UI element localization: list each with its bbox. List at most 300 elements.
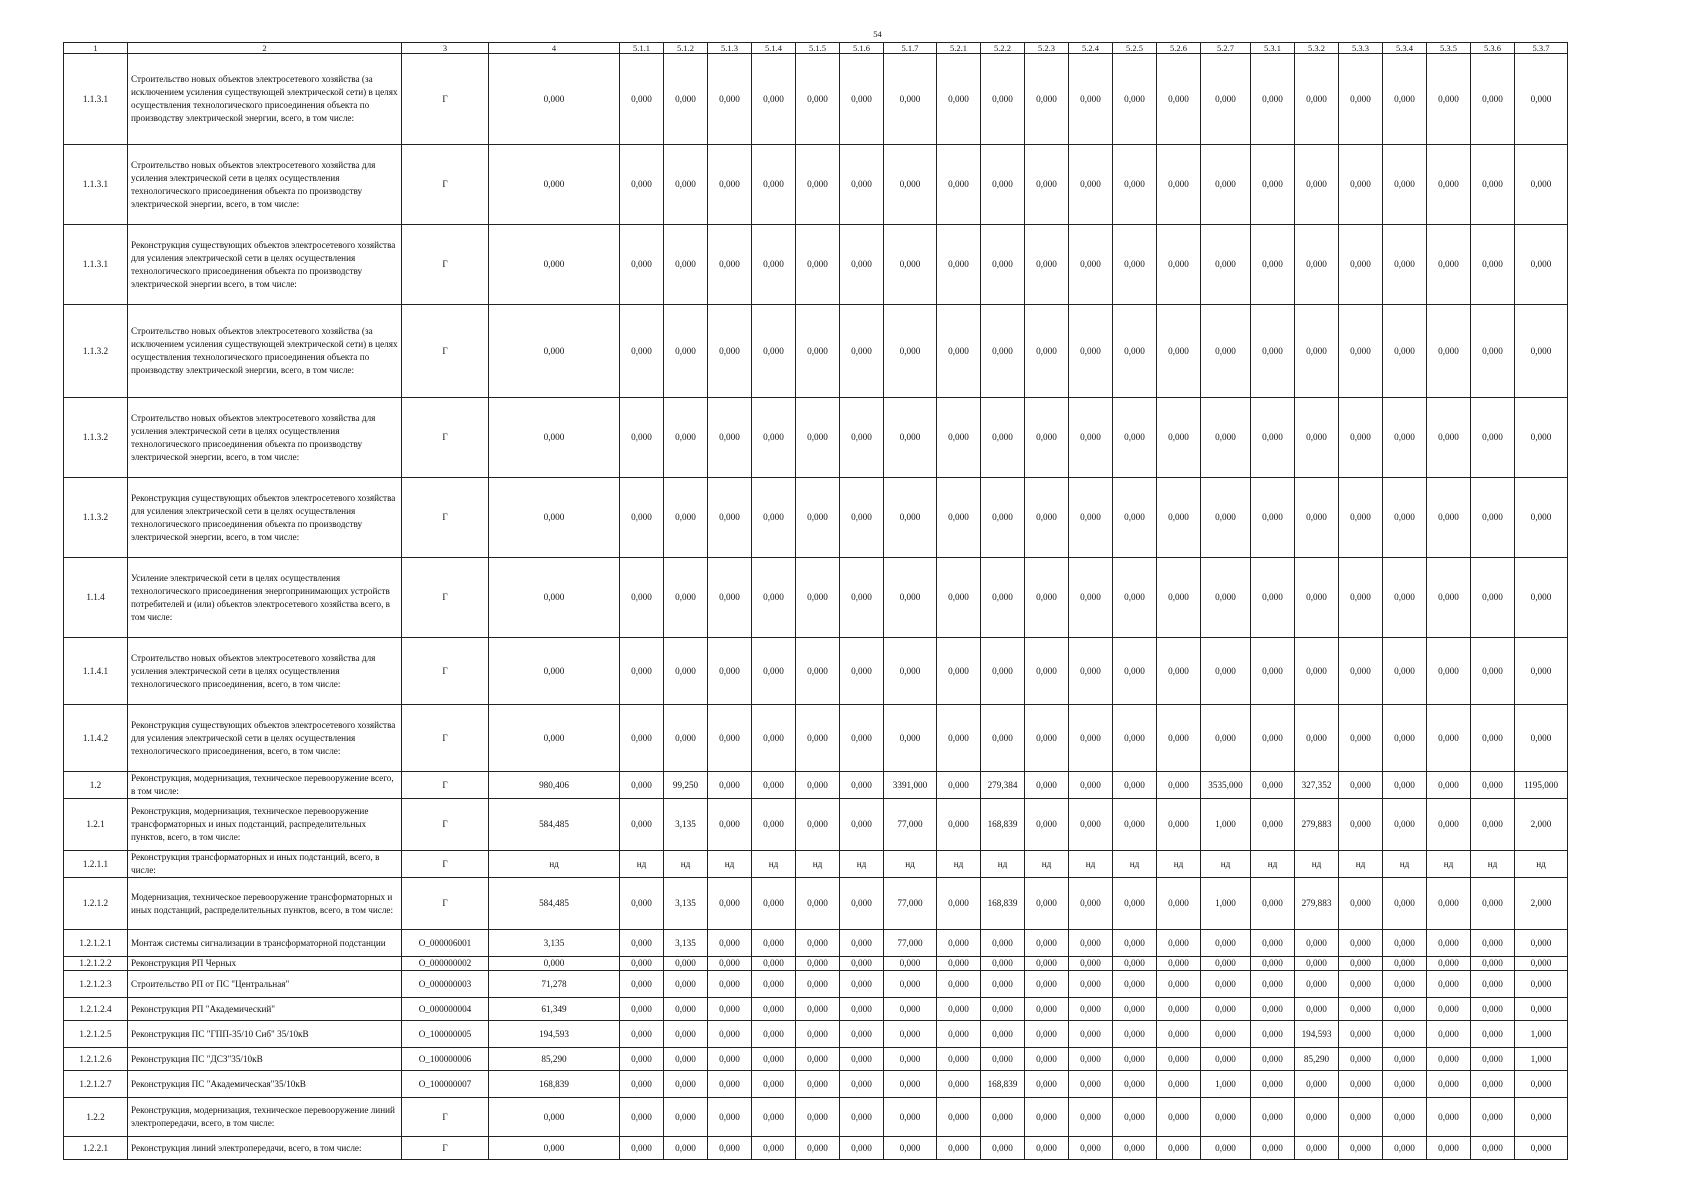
row-total: 194,593 (489, 1021, 620, 1048)
row-value: 0,000 (1515, 957, 1568, 971)
table-row (64, 998, 1568, 1021)
row-value: 0,000 (1295, 705, 1339, 772)
row-total: 3,135 (489, 930, 620, 957)
row-value: 0,000 (1427, 1071, 1471, 1098)
row-value: 0,000 (1201, 1137, 1251, 1160)
row-value: 0,000 (1339, 998, 1383, 1021)
row-value: 168,839 (981, 799, 1025, 851)
row-value: 0,000 (840, 54, 884, 145)
row-value: 0,000 (796, 558, 840, 638)
row-value: 0,000 (884, 54, 937, 145)
row-value: 0,000 (1113, 705, 1157, 772)
row-value: 0,000 (981, 1098, 1025, 1137)
row-code: 1.1.3.2 (64, 478, 128, 558)
row-value: 0,000 (708, 930, 752, 957)
row-value: 0,000 (1427, 1021, 1471, 1048)
row-name: Реконструкция, модернизация, техническое перевооружение линий электропередачи, всего, в том числе: (128, 1098, 402, 1137)
row-total: 0,000 (489, 558, 620, 638)
row-value: 0,000 (1025, 1021, 1069, 1048)
column-number-18: 5.2.7 (1201, 43, 1251, 54)
row-value: нд (1295, 851, 1339, 878)
row-value: 0,000 (796, 478, 840, 558)
row-value: 0,000 (1383, 705, 1427, 772)
column-number-header-row (64, 43, 1568, 54)
row-value: 0,000 (1471, 799, 1515, 851)
row-value: 0,000 (708, 878, 752, 930)
row-value: 0,000 (981, 54, 1025, 145)
row-value: 0,000 (1383, 957, 1427, 971)
row-value: 0,000 (981, 998, 1025, 1021)
row-value: 0,000 (884, 1021, 937, 1048)
row-value: 0,000 (1471, 1098, 1515, 1137)
table-body (64, 54, 1568, 1160)
row-value: 0,000 (937, 971, 981, 998)
row-value: 0,000 (1113, 225, 1157, 305)
row-total: 0,000 (489, 305, 620, 398)
row-value: 0,000 (1471, 772, 1515, 799)
row-identifier: Г (402, 799, 489, 851)
row-value: 0,000 (1069, 799, 1113, 851)
row-value: 0,000 (708, 799, 752, 851)
row-value: 0,000 (664, 1071, 708, 1098)
table-row (64, 638, 1568, 705)
row-identifier: O_000000002 (402, 957, 489, 971)
row-value: 0,000 (708, 1137, 752, 1160)
row-identifier: O_000000004 (402, 998, 489, 1021)
row-value: 0,000 (752, 638, 796, 705)
row-code: 1.2 (64, 772, 128, 799)
row-name: Строительство новых объектов электросетевого хозяйства (за исключением усиления существующей электрической сети) в целях осуществления технологического присоединения объекта по производству электрической энергии, всего, в том числе: (128, 54, 402, 145)
row-value: нд (1427, 851, 1471, 878)
column-number-17: 5.2.6 (1157, 43, 1201, 54)
row-value: 0,000 (981, 478, 1025, 558)
row-value: 0,000 (1069, 1021, 1113, 1048)
column-number-6: 5.1.2 (664, 43, 708, 54)
row-value: 2,000 (1515, 799, 1568, 851)
row-value: 0,000 (1427, 145, 1471, 225)
row-value: 0,000 (981, 145, 1025, 225)
column-number-4: 4 (489, 43, 620, 54)
row-value: 0,000 (937, 957, 981, 971)
row-value: 0,000 (1069, 478, 1113, 558)
row-value: 0,000 (981, 957, 1025, 971)
row-value: 0,000 (884, 705, 937, 772)
row-value: 0,000 (1201, 638, 1251, 705)
row-value: 0,000 (1201, 998, 1251, 1021)
row-value: 0,000 (1515, 305, 1568, 398)
row-value: 0,000 (1427, 878, 1471, 930)
row-value: 0,000 (708, 225, 752, 305)
row-total: 71,278 (489, 971, 620, 998)
column-number-23: 5.3.5 (1427, 43, 1471, 54)
row-value: 0,000 (1251, 878, 1295, 930)
row-value: 0,000 (1515, 225, 1568, 305)
column-number-20: 5.3.2 (1295, 43, 1339, 54)
row-value: 0,000 (840, 305, 884, 398)
row-value: 1,000 (1515, 1048, 1568, 1071)
row-value: 0,000 (1157, 1021, 1201, 1048)
row-value: 0,000 (884, 1048, 937, 1071)
row-value: 0,000 (1427, 1098, 1471, 1137)
row-value: 0,000 (752, 1071, 796, 1098)
row-value: 0,000 (1471, 225, 1515, 305)
row-total: 0,000 (489, 1137, 620, 1160)
row-value: 0,000 (1113, 1137, 1157, 1160)
table-row (64, 145, 1568, 225)
row-value: 0,000 (981, 1137, 1025, 1160)
row-value: 0,000 (796, 638, 840, 705)
row-value: 0,000 (664, 971, 708, 998)
row-value: 1,000 (1201, 878, 1251, 930)
row-value: 0,000 (708, 145, 752, 225)
row-value: 0,000 (1025, 478, 1069, 558)
row-value: 0,000 (1069, 638, 1113, 705)
row-value: 0,000 (708, 1048, 752, 1071)
row-value: нд (1025, 851, 1069, 878)
row-name: Строительство РП от ПС "Центральная" (128, 971, 402, 998)
row-value: 0,000 (981, 1048, 1025, 1071)
row-value: 0,000 (1251, 478, 1295, 558)
row-name: Реконструкция существующих объектов электросетевого хозяйства для усиления электрической сети в целях осуществления технологического присоединения, всего, в том числе: (128, 705, 402, 772)
table-row (64, 1071, 1568, 1098)
row-identifier: Г (402, 54, 489, 145)
row-value: нд (1471, 851, 1515, 878)
row-value: 0,000 (620, 1137, 664, 1160)
table-row (64, 398, 1568, 478)
table-row (64, 54, 1568, 145)
row-code: 1.2.1.1 (64, 851, 128, 878)
row-value: 0,000 (1383, 1071, 1427, 1098)
row-value: 0,000 (752, 799, 796, 851)
row-value: 0,000 (1251, 930, 1295, 957)
row-total: 584,485 (489, 799, 620, 851)
row-value: 0,000 (1251, 971, 1295, 998)
row-value: 0,000 (708, 957, 752, 971)
row-value: 0,000 (1201, 305, 1251, 398)
row-value: 0,000 (796, 1021, 840, 1048)
row-value: 0,000 (1383, 971, 1427, 998)
row-value: 0,000 (1201, 971, 1251, 998)
row-value: 0,000 (1295, 1071, 1339, 1098)
row-value: 0,000 (1025, 971, 1069, 998)
row-value: 0,000 (1025, 930, 1069, 957)
row-value: 0,000 (1069, 145, 1113, 225)
row-value: нд (1113, 851, 1157, 878)
row-value: 0,000 (1515, 1098, 1568, 1137)
row-value: 0,000 (1295, 398, 1339, 478)
row-value: 0,000 (1383, 930, 1427, 957)
table-row (64, 1137, 1568, 1160)
row-name: Усиление электрической сети в целях осуществления технологического присоединения энергопринимающих устройств потребителей и (или) объектов электросетевого хозяйства всего, в том числе: (128, 558, 402, 638)
row-value: 0,000 (796, 998, 840, 1021)
row-value: 0,000 (1157, 1098, 1201, 1137)
row-value: 0,000 (884, 1098, 937, 1137)
row-value: 0,000 (884, 1071, 937, 1098)
row-total: 0,000 (489, 957, 620, 971)
row-code: 1.1.3.1 (64, 225, 128, 305)
row-value: 0,000 (1113, 305, 1157, 398)
row-value: 0,000 (981, 971, 1025, 998)
row-name: Монтаж системы сигнализации в трансформаторной подстанции (128, 930, 402, 957)
row-value: 0,000 (1471, 305, 1515, 398)
row-value: 0,000 (1113, 957, 1157, 971)
column-number-14: 5.2.3 (1025, 43, 1069, 54)
row-value: 0,000 (1471, 1021, 1515, 1048)
row-value: 0,000 (1515, 930, 1568, 957)
row-value: 0,000 (1025, 1137, 1069, 1160)
row-value: 0,000 (1339, 145, 1383, 225)
row-total: 980,406 (489, 772, 620, 799)
row-value: 194,593 (1295, 1021, 1339, 1048)
row-name: Реконструкция существующих объектов электросетевого хозяйства для усиления электрической сети в целях осуществления технологического присоединения объекта по производству электрической энергии, всего, в том числе: (128, 478, 402, 558)
row-value: 77,000 (884, 878, 937, 930)
table-row (64, 851, 1568, 878)
row-value: 0,000 (752, 878, 796, 930)
row-total: 0,000 (489, 54, 620, 145)
row-value: 0,000 (937, 54, 981, 145)
row-identifier: Г (402, 638, 489, 705)
row-value: 0,000 (1339, 957, 1383, 971)
row-value: 77,000 (884, 799, 937, 851)
row-value: нд (1251, 851, 1295, 878)
row-value: 0,000 (1383, 878, 1427, 930)
row-value: 0,000 (937, 1071, 981, 1098)
row-value: 0,000 (620, 998, 664, 1021)
row-value: 0,000 (752, 1021, 796, 1048)
row-value: 0,000 (937, 225, 981, 305)
row-value: 0,000 (1069, 1071, 1113, 1098)
row-value: 0,000 (1157, 957, 1201, 971)
column-number-11: 5.1.7 (884, 43, 937, 54)
row-value: 0,000 (1471, 1137, 1515, 1160)
row-value: 0,000 (1025, 878, 1069, 930)
row-value: 0,000 (1383, 1048, 1427, 1071)
row-value: 0,000 (1113, 930, 1157, 957)
column-number-10: 5.1.6 (840, 43, 884, 54)
row-value: 0,000 (1383, 799, 1427, 851)
row-value: 0,000 (752, 1137, 796, 1160)
row-value: 0,000 (1251, 398, 1295, 478)
row-value: 0,000 (1427, 930, 1471, 957)
row-value: 0,000 (752, 772, 796, 799)
row-value: 0,000 (1025, 1071, 1069, 1098)
row-identifier: Г (402, 558, 489, 638)
row-value: 0,000 (1427, 225, 1471, 305)
row-value: 0,000 (752, 558, 796, 638)
row-value: 0,000 (840, 998, 884, 1021)
row-value: 0,000 (1113, 54, 1157, 145)
row-value: 0,000 (1157, 1048, 1201, 1071)
row-value: 0,000 (1471, 930, 1515, 957)
row-value: 0,000 (620, 54, 664, 145)
row-value: 0,000 (664, 54, 708, 145)
row-code: 1.2.2.1 (64, 1137, 128, 1160)
row-value: 0,000 (1201, 1098, 1251, 1137)
row-value: 0,000 (1113, 878, 1157, 930)
row-value: нд (981, 851, 1025, 878)
row-value: 0,000 (1069, 772, 1113, 799)
row-value: 0,000 (620, 225, 664, 305)
row-value: 0,000 (884, 1137, 937, 1160)
column-number-19: 5.3.1 (1251, 43, 1295, 54)
column-number-3: 3 (402, 43, 489, 54)
row-value: 0,000 (796, 225, 840, 305)
row-value: 0,000 (664, 1048, 708, 1071)
row-value: 0,000 (1113, 971, 1157, 998)
row-value: 0,000 (981, 638, 1025, 705)
row-identifier: Г (402, 478, 489, 558)
table-row (64, 930, 1568, 957)
row-value: 0,000 (1427, 1137, 1471, 1160)
row-value: 0,000 (1251, 225, 1295, 305)
row-value: 0,000 (708, 1021, 752, 1048)
row-value: 0,000 (1515, 145, 1568, 225)
row-total: 0,000 (489, 398, 620, 478)
row-value: 0,000 (1201, 145, 1251, 225)
column-number-15: 5.2.4 (1069, 43, 1113, 54)
row-value: 0,000 (1157, 558, 1201, 638)
row-value: 0,000 (1157, 225, 1201, 305)
row-total: 168,839 (489, 1071, 620, 1098)
row-value: 0,000 (664, 957, 708, 971)
row-name: Реконструкция, модернизация, техническое перевооружение всего, в том числе: (128, 772, 402, 799)
row-value: 0,000 (1157, 1137, 1201, 1160)
column-number-1: 1 (64, 43, 128, 54)
row-value: 1,000 (1515, 1021, 1568, 1048)
row-value: 0,000 (1157, 305, 1201, 398)
row-value: 0,000 (1069, 225, 1113, 305)
row-value: 0,000 (1201, 225, 1251, 305)
row-value: 0,000 (937, 305, 981, 398)
row-value: 0,000 (1251, 1137, 1295, 1160)
row-value: 0,000 (1113, 145, 1157, 225)
row-value: 0,000 (1471, 957, 1515, 971)
row-value: 0,000 (796, 878, 840, 930)
row-value: 1,000 (1201, 799, 1251, 851)
column-number-12: 5.2.1 (937, 43, 981, 54)
row-value: 0,000 (1427, 971, 1471, 998)
row-total: 0,000 (489, 225, 620, 305)
row-code: 1.2.1.2.1 (64, 930, 128, 957)
row-value: 0,000 (620, 930, 664, 957)
row-value: 279,883 (1295, 799, 1339, 851)
column-number-24: 5.3.6 (1471, 43, 1515, 54)
row-value: нд (664, 851, 708, 878)
row-value: 0,000 (1471, 54, 1515, 145)
row-value: 3,135 (664, 799, 708, 851)
row-value: 0,000 (1069, 558, 1113, 638)
row-value: 0,000 (752, 705, 796, 772)
row-value: 0,000 (1295, 971, 1339, 998)
row-value: 0,000 (620, 705, 664, 772)
row-value: 0,000 (840, 1048, 884, 1071)
row-value: 0,000 (1069, 930, 1113, 957)
row-value: 0,000 (937, 772, 981, 799)
row-value: 0,000 (1025, 638, 1069, 705)
row-identifier: Г (402, 225, 489, 305)
row-value: 0,000 (1157, 1071, 1201, 1098)
row-total: 0,000 (489, 145, 620, 225)
row-value: 0,000 (752, 478, 796, 558)
table-row (64, 305, 1568, 398)
row-value: 0,000 (1157, 705, 1201, 772)
row-value: 0,000 (1201, 1021, 1251, 1048)
row-value: 0,000 (620, 878, 664, 930)
row-value: 0,000 (1295, 225, 1339, 305)
row-value: 279,883 (1295, 878, 1339, 930)
row-value: 0,000 (884, 225, 937, 305)
table-row (64, 1098, 1568, 1137)
table-row (64, 799, 1568, 851)
row-value: 0,000 (937, 799, 981, 851)
row-value: 0,000 (752, 1098, 796, 1137)
row-value: 0,000 (664, 225, 708, 305)
row-value: 0,000 (1069, 878, 1113, 930)
row-total: нд (489, 851, 620, 878)
row-value: 0,000 (884, 558, 937, 638)
row-value: 0,000 (884, 957, 937, 971)
row-value: 0,000 (1383, 558, 1427, 638)
row-identifier: O_100000005 (402, 1021, 489, 1048)
column-number-5: 5.1.1 (620, 43, 664, 54)
row-value: 0,000 (1113, 1048, 1157, 1071)
row-value: 0,000 (937, 878, 981, 930)
row-value: 0,000 (1251, 1048, 1295, 1071)
row-value: 0,000 (1515, 54, 1568, 145)
row-value: 0,000 (1025, 799, 1069, 851)
row-value: 0,000 (1113, 772, 1157, 799)
row-value: 77,000 (884, 930, 937, 957)
column-number-2: 2 (128, 43, 402, 54)
row-value: 0,000 (1471, 638, 1515, 705)
row-value: 0,000 (937, 638, 981, 705)
row-value: 0,000 (796, 1098, 840, 1137)
row-name: Реконструкция существующих объектов электросетевого хозяйства для усиления электрической сети в целях осуществления технологического присоединения объекта по производству электрической энергии всего, в том числе: (128, 225, 402, 305)
row-value: 0,000 (1515, 971, 1568, 998)
row-name: Строительство новых объектов электросетевого хозяйства для усиления электрической сети в целях осуществления технологического присоединения объекта по производству электрической энергии, всего, в том числе: (128, 398, 402, 478)
row-value: 0,000 (1025, 305, 1069, 398)
row-value: 0,000 (708, 705, 752, 772)
row-name: Модернизация, техническое перевооружение трансформаторных и иных подстанций, распределительных пунктов, всего, в том числе: (128, 878, 402, 930)
row-code: 1.1.3.1 (64, 54, 128, 145)
column-number-25: 5.3.7 (1515, 43, 1568, 54)
table-row (64, 1048, 1568, 1071)
row-value: 0,000 (981, 558, 1025, 638)
row-value: 0,000 (1251, 998, 1295, 1021)
row-value: 0,000 (1427, 558, 1471, 638)
row-value: 0,000 (708, 478, 752, 558)
row-value: 0,000 (1427, 772, 1471, 799)
row-value: 0,000 (1025, 398, 1069, 478)
row-value: 0,000 (884, 145, 937, 225)
row-value: 0,000 (620, 1071, 664, 1098)
row-value: 0,000 (1201, 54, 1251, 145)
row-code: 1.1.4.1 (64, 638, 128, 705)
row-value: 0,000 (1471, 998, 1515, 1021)
row-value: 0,000 (981, 305, 1025, 398)
row-value: 0,000 (796, 1137, 840, 1160)
row-name: Реконструкция линий электропередачи, всего, в том числе: (128, 1137, 402, 1160)
row-value: 0,000 (1295, 1137, 1339, 1160)
row-value: 0,000 (752, 398, 796, 478)
row-value: 0,000 (1383, 478, 1427, 558)
row-value: 0,000 (620, 638, 664, 705)
row-value: 0,000 (1201, 558, 1251, 638)
row-value: 0,000 (1025, 54, 1069, 145)
row-value: 0,000 (1427, 478, 1471, 558)
row-code: 1.2.2 (64, 1098, 128, 1137)
row-total: 0,000 (489, 478, 620, 558)
